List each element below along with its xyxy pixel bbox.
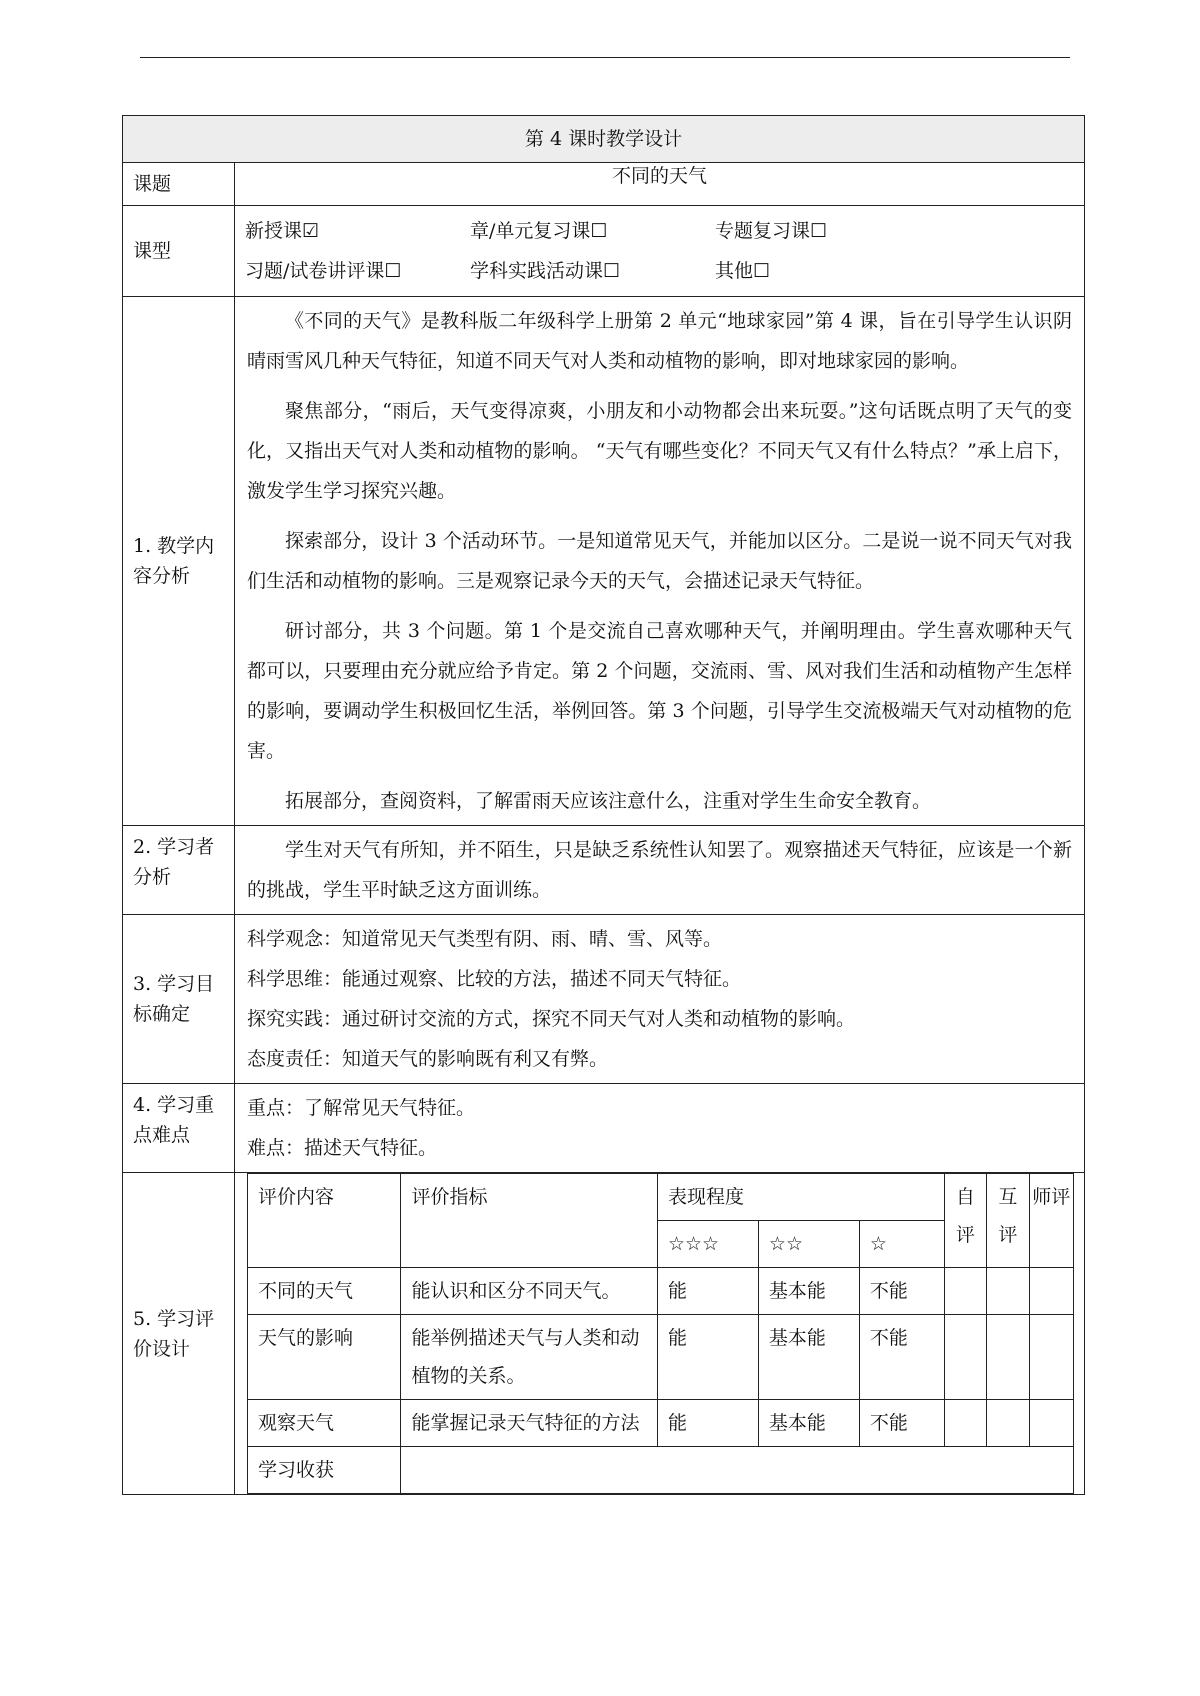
topic-label: 课题 xyxy=(123,163,235,206)
table-row xyxy=(248,1400,1074,1447)
objective-line: 探究实践：通过研讨交流的方式，探究不同天气对人类和动植物的影响。 xyxy=(247,1008,856,1030)
evaluation-table xyxy=(247,1173,1074,1494)
table-row xyxy=(248,1268,1074,1315)
learner-analysis-body xyxy=(235,826,1085,915)
eval-level-2: 基本能 xyxy=(758,1400,859,1447)
header-three-stars: ☆☆☆ xyxy=(657,1221,758,1268)
topic-value: 不同的天气 xyxy=(235,163,1085,206)
header-peer: 互评 xyxy=(987,1174,1029,1268)
eval-content: 观察天气 xyxy=(248,1400,401,1447)
eval-teacher-cell xyxy=(1029,1268,1073,1315)
course-type-option: 新授课☑ xyxy=(245,220,320,242)
key-point-line: 重点：了解常见天气特征。 xyxy=(247,1097,476,1119)
header-level: 表现程度 xyxy=(657,1174,944,1221)
key-points-label: 4. 学习重点难点 xyxy=(123,1084,235,1173)
document-title: 第 4 课时教学设计 xyxy=(123,116,1085,163)
content-analysis-body xyxy=(235,297,1085,826)
content-paragraph: 研讨部分，共 3 个问题。第 1 个是交流自己喜欢哪种天气，并阐明理由。学生喜欢哪种天气都可以，只要理由充分就应给予肯定。第 2 个问题，交流雨、雪、风对我们生活和动植物产生怎样的影响，要调动学生积极回忆生活，举例回答。第 3 个问题，引导学生交流极端天气对动植物的危害。 xyxy=(247,620,1073,762)
header-content: 评价内容 xyxy=(248,1174,401,1268)
key-points-body xyxy=(235,1084,1085,1173)
objective-line: 科学思维：能通过观察、比较的方法，描述不同天气特征。 xyxy=(247,968,742,990)
header-indicator: 评价指标 xyxy=(401,1174,657,1268)
course-type-option: 习题/试卷讲评课☐ xyxy=(245,260,402,282)
objective-line: 科学观念：知道常见天气类型有阴、雨、晴、雪、风等。 xyxy=(247,928,723,950)
course-type-option: 其他☐ xyxy=(715,260,771,282)
learner-analysis-text: 学生对天气有所知，并不陌生，只是缺乏系统性认知罢了。观察描述天气特征，应该是一个新的挑战，学生平时缺乏这方面训练。 xyxy=(247,839,1073,901)
course-type-options xyxy=(235,206,1085,297)
eval-level-3: 能 xyxy=(657,1315,758,1400)
course-type-label: 课型 xyxy=(123,206,235,297)
eval-self-cell xyxy=(944,1268,986,1315)
eval-peer-cell xyxy=(987,1400,1029,1447)
content-analysis-label: 1. 教学内容分析 xyxy=(123,297,235,826)
eval-level-1: 不能 xyxy=(859,1268,944,1315)
evaluation-label: 5. 学习评价设计 xyxy=(123,1173,235,1495)
eval-content: 天气的影响 xyxy=(248,1315,401,1400)
harvest-label: 学习收获 xyxy=(248,1447,401,1494)
eval-level-2: 基本能 xyxy=(758,1268,859,1315)
eval-teacher-cell xyxy=(1029,1400,1073,1447)
content-paragraph: 聚焦部分，“雨后，天气变得凉爽，小朋友和小动物都会出来玩耍。”这句话既点明了天气的变化，又指出天气对人类和动植物的影响。 “天气有哪些变化？不同天气又有什么特点？”承上启下，激发学生学习探究兴趣。 xyxy=(247,400,1073,502)
eval-peer-cell xyxy=(987,1315,1029,1400)
eval-indicator: 能认识和区分不同天气。 xyxy=(401,1268,657,1315)
learner-analysis-label: 2. 学习者分析 xyxy=(123,826,235,915)
table-row xyxy=(248,1315,1074,1400)
harvest-cell xyxy=(401,1447,1074,1494)
header-teacher: 师评 xyxy=(1029,1174,1073,1268)
course-type-option: 学科实践活动课☐ xyxy=(470,260,621,282)
table-row xyxy=(248,1447,1074,1494)
header-self: 自评 xyxy=(944,1174,986,1268)
course-type-option: 章/单元复习课☐ xyxy=(470,220,608,242)
eval-self-cell xyxy=(944,1400,986,1447)
content-paragraph: 探索部分，设计 3 个活动环节。一是知道常见天气，并能加以区分。二是说一说不同天气对我们生活和动植物的影响。三是观察记录今天的天气，会描述记录天气特征。 xyxy=(247,530,1073,592)
evaluation-body xyxy=(235,1173,1085,1495)
eval-level-2: 基本能 xyxy=(758,1315,859,1400)
eval-teacher-cell xyxy=(1029,1315,1073,1400)
eval-indicator: 能掌握记录天气特征的方法 xyxy=(401,1400,657,1447)
course-type-row xyxy=(245,211,1074,251)
objective-line: 态度责任：知道天气的影响既有利又有弊。 xyxy=(247,1048,609,1070)
header-one-star: ☆ xyxy=(859,1221,944,1268)
eval-indicator: 能举例描述天气与人类和动植物的关系。 xyxy=(401,1315,657,1400)
lesson-design-table xyxy=(122,115,1085,1495)
header-two-stars: ☆☆ xyxy=(758,1221,859,1268)
eval-level-3: 能 xyxy=(657,1400,758,1447)
key-point-line: 难点：描述天气特征。 xyxy=(247,1137,438,1159)
eval-self-cell xyxy=(944,1315,986,1400)
objectives-body xyxy=(235,915,1085,1084)
header-rule xyxy=(140,57,1070,58)
eval-level-1: 不能 xyxy=(859,1400,944,1447)
eval-level-3: 能 xyxy=(657,1268,758,1315)
eval-content: 不同的天气 xyxy=(248,1268,401,1315)
objectives-label: 3. 学习目标确定 xyxy=(123,915,235,1084)
eval-level-1: 不能 xyxy=(859,1315,944,1400)
content-paragraph: 拓展部分，查阅资料，了解雷雨天应该注意什么，注重对学生生命安全教育。 xyxy=(285,790,932,812)
content-paragraph: 《不同的天气》是教科版二年级科学上册第 2 单元“地球家园”第 4 课，旨在引导学生认识阴晴雨雪风几种天气特征，知道不同天气对人类和动植物的影响，即对地球家园的影响。 xyxy=(247,310,1073,372)
eval-peer-cell xyxy=(987,1268,1029,1315)
course-type-row xyxy=(245,251,1074,291)
course-type-option: 专题复习课☐ xyxy=(715,220,828,242)
